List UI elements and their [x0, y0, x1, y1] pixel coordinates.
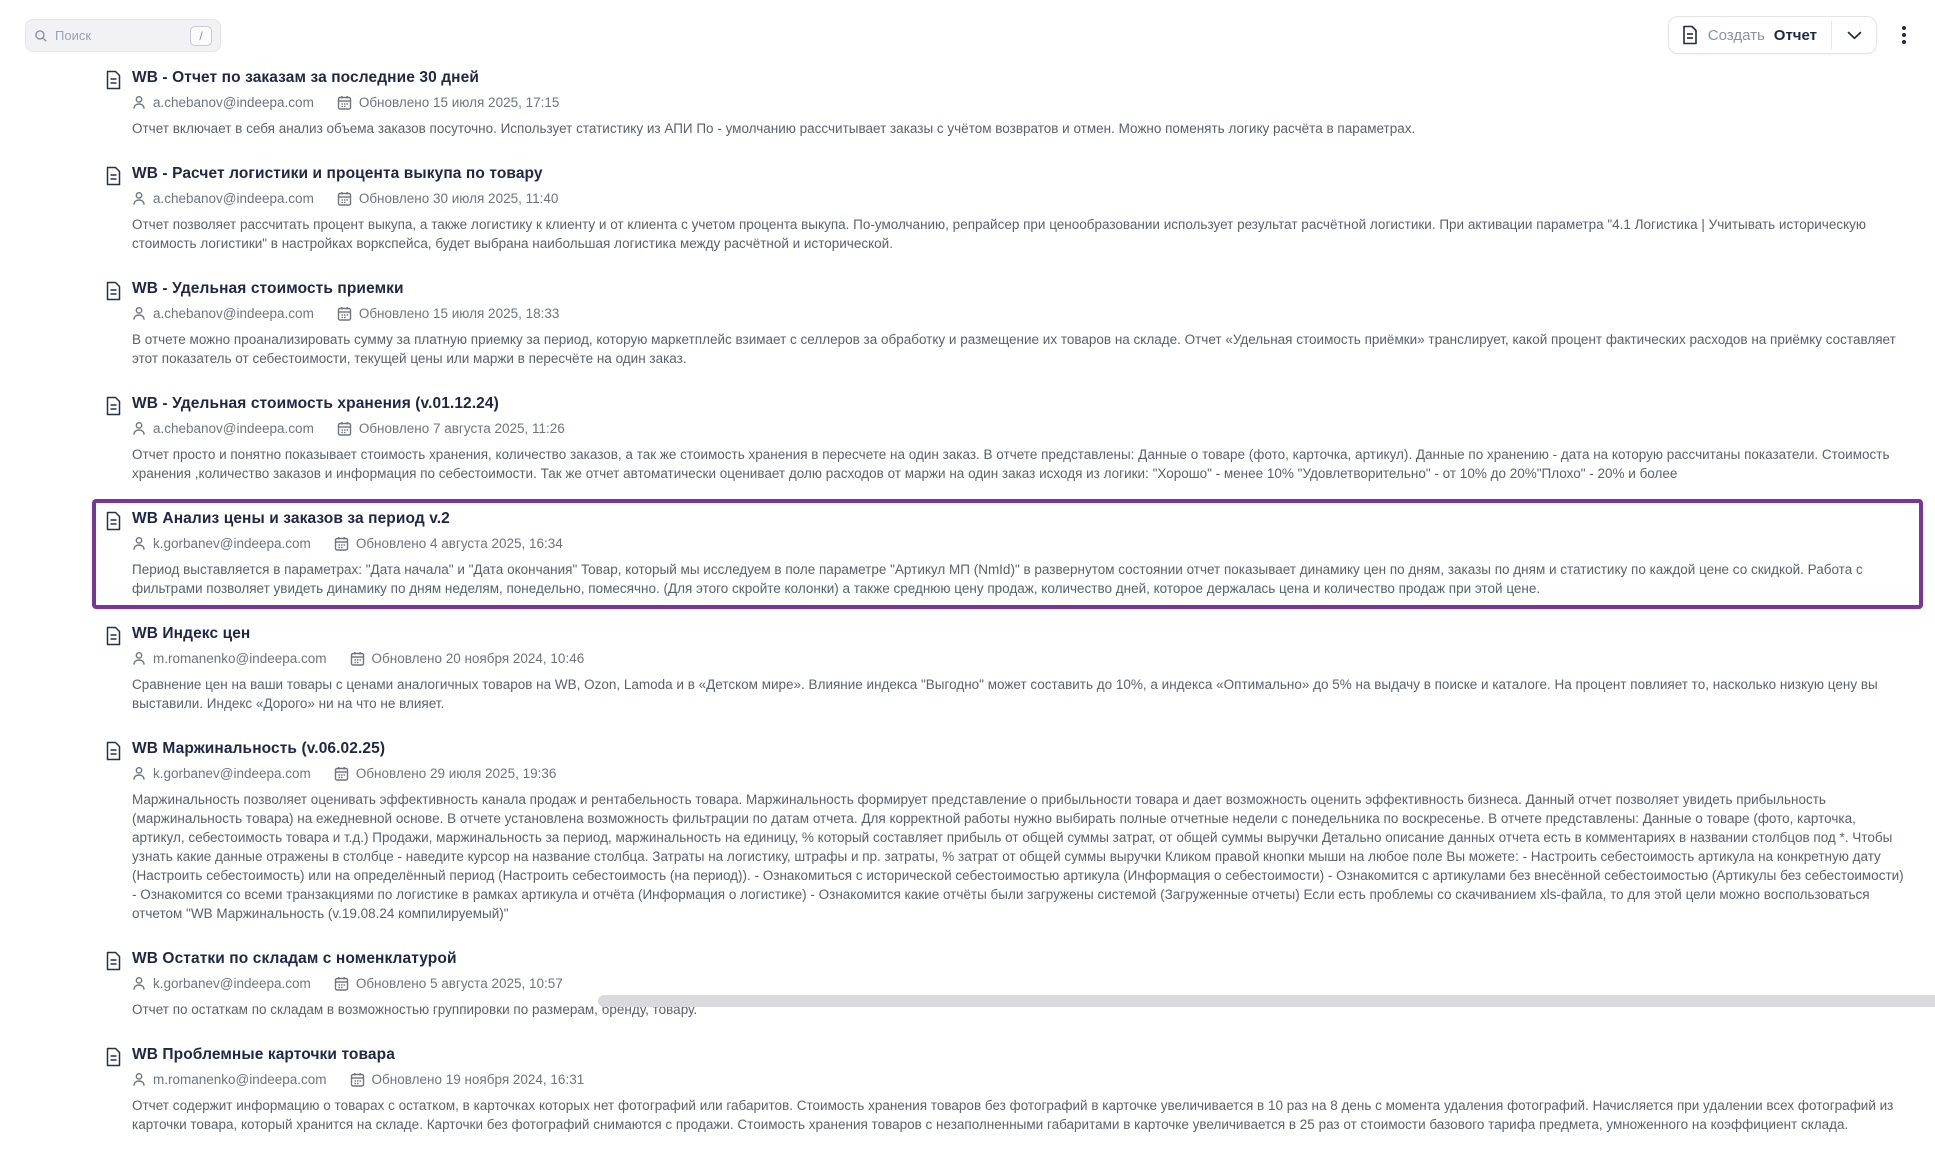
report-title: WB - Удельная стоимость хранения (v.01.12.24): [132, 395, 1910, 413]
chevron-down-icon: [1847, 31, 1862, 40]
report-description: Маржинальность позволяет оценивать эффективность канала продаж и рентабельность товара. Маржинальность формирует представление о прибыльности товара и дает возможность оценить эффективность бизнеса. Данный отчет позволяет увидеть прибыльность (маржинальность товара) на ежедневной основе. В отчете установлена возможность фильтрации по датам отчета. Для корректной работы нужно выбирать полные отчетные недели с понедельника по воскресенье. В отчете представлены: Данные о товаре (фото, карточка, артикул, себестоимость товара и т.д.) Продажи, маржинальность за период, маржинальность на единицу, % который составляет прибыль от общей суммы затрат, от общей суммы выручки Детально описание данных отчета есть в комментариях в названии столбцов под *. Чтобы узнать какие данные отражены в столбце - наведите курсор на название столбца. Затраты на логистику, штрафы и пр. затраты, % затрат от общей суммы выручки Кликом правой кнопки мыши на любое поле Вы можете: - Настроить себестоимость артикула на конкретную дату (Настроить себестоимость) или на определённый период (Настроить себестоимость (на период)). - Ознакомиться с исторической себестоимостью артикула (Информация о себестоимости) - Ознакомится с артикулами без внесённой себестоимостью (Артикулы без себестоимости) - Ознакомится со всеми транзакциями по логистике в рамках артикула и отчёта (Информация о логистике) - Ознакомится какие отчёты были загружены системой (Загруженные отчеты) Если есть проблемы со скачиванием xls-файла, то для этой цели можно воспользоваться отчетом "WB Маржинальность (v.19.08.24 компилируемый)": [132, 790, 1910, 923]
report-title: WB - Расчет логистики и процента выкупа по товару: [132, 165, 1910, 183]
report-meta: [132, 191, 1910, 206]
topbar: [0, 0, 1935, 64]
report-content: [132, 510, 1910, 598]
report-document-icon: [105, 166, 122, 186]
report-document-icon: [105, 951, 122, 971]
kebab-dot: [1902, 26, 1906, 30]
report-description: В отчете можно проанализировать сумму за платную приемку за период, которую маркетплейс взимает с селлеров за обработку и размещение их товаров на складе. Отчет «Удельная стоимость приёмки» транслирует, какой процент фактических расходов на приёмку составляет этот показатель от себестоимости, текущей цены или маржи в пересчёте на один заказ.: [132, 330, 1910, 368]
report-content: [132, 950, 1910, 1019]
report-item[interactable]: [92, 614, 1923, 724]
report-meta: [132, 976, 1910, 991]
report-author: k.gorbanev@indeepa.com: [153, 976, 311, 991]
report-item[interactable]: [92, 58, 1923, 149]
calendar-icon: [337, 95, 352, 110]
report-author: k.gorbanev@indeepa.com: [153, 536, 311, 551]
create-button-label-prefix: Создать: [1708, 27, 1765, 44]
report-item[interactable]: [92, 384, 1923, 494]
report-document-icon: [105, 1047, 122, 1067]
search-input[interactable]: [55, 28, 183, 43]
person-icon: [132, 651, 146, 666]
calendar-icon: [334, 766, 349, 781]
report-content: [132, 625, 1910, 713]
report-title: WB Маржинальность (v.06.02.25): [132, 740, 1910, 758]
report-meta: [132, 421, 1910, 436]
create-button-label-bold: Отчет: [1774, 27, 1817, 44]
report-item[interactable]: [92, 939, 1923, 1030]
report-description: Период выставляется в параметрах: "Дата начала" и "Дата окончания" Товар, который мы исследуем в поле параметре "Артикул МП (NmId)" в развернутом состоянии отчет показывает динамику цен по дням, заказы по дням и статистику по каждой цене со скидкой. Работа с фильтрами позволяет увидеть динамику по дням неделям, понедельно, помесячно. (Для этого скройте колонки) а также среднюю цену продаж, количество дней, которое держалась цена и количество продаж при этой цене.: [132, 560, 1910, 598]
report-content: [132, 395, 1910, 483]
report-description: Отчет позволяет рассчитать процент выкупа, а также логистику к клиенту и от клиента с учетом процента выкупа. По-умолчанию, репрайсер при ценообразовании использует результат расчётной логистики. При активации параметра "4.1 Логистика | Учитывать историческую стоимость логистики" в настройках воркспейса, будет выбрана наибольшая логистика между расчётной и исторической.: [132, 215, 1910, 253]
report-author: a.chebanov@indeepa.com: [153, 95, 314, 110]
report-description: Отчет просто и понятно показывает стоимость хранения, количество заказов, а так же стоимость хранения в пересчете на один заказ. В отчете представлены: Данные о товаре (фото, карточка, артикул). Данные по хранению - дата на которую рассчитаны показатели. Стоимость хранения ,количество заказов и информация по себестоимости. Так же отчет автоматически оценивает долю расходов от маржи на один заказ исходя из логики: "Хорошо" - менее 10% "Удовлетворительно" - от 10% до 20%"Плохо" - 20% и более: [132, 445, 1910, 483]
report-updated: Обновлено 5 августа 2025, 10:57: [356, 976, 563, 991]
report-document-icon: [105, 511, 122, 531]
horizontal-scrollbar[interactable]: [598, 995, 1935, 1007]
person-icon: [132, 976, 146, 991]
document-icon: [1681, 25, 1699, 45]
report-item[interactable]: [92, 499, 1923, 609]
calendar-icon: [337, 191, 352, 206]
report-description: Отчет по остаткам по складам в возможностью группировки по размерам, бренду, товару.: [132, 1000, 1910, 1019]
report-item[interactable]: [92, 154, 1923, 264]
create-report-button[interactable]: [1668, 16, 1877, 54]
search-icon: [34, 29, 48, 43]
create-report-main[interactable]: [1669, 17, 1831, 53]
person-icon: [132, 766, 146, 781]
report-document-icon: [105, 70, 122, 90]
report-author: a.chebanov@indeepa.com: [153, 421, 314, 436]
calendar-icon: [334, 536, 349, 551]
report-content: [132, 1046, 1910, 1134]
report-description: Отчет содержит информацию о товарах с остатком, в карточках которых нет фотографий или габаритов. Стоимость хранения товаров без фотографий в карточке увеличивается в 10 раз на 8 день с момента удаления фотографий. Начисляется при удалении всех фотографий из карточки товара, который хранится на складе. Карточки без фотографий снимаются с продажи. Стоимость хранения товаров с незаполненными габаритами в карточке увеличивается в 25 раз от стоимости базового тарифа предмета, умноженного на коэффициент склада.: [132, 1096, 1910, 1134]
report-document-icon: [105, 281, 122, 301]
report-title: WB - Отчет по заказам за последние 30 дней: [132, 69, 1910, 87]
report-title: WB Индекс цен: [132, 625, 1910, 643]
report-updated: Обновлено 7 августа 2025, 11:26: [359, 421, 565, 436]
report-content: [132, 740, 1910, 923]
report-title: WB Проблемные карточки товара: [132, 1046, 1910, 1064]
report-meta: [132, 651, 1910, 666]
report-title: WB - Удельная стоимость приемки: [132, 280, 1910, 298]
report-item[interactable]: [92, 729, 1923, 934]
report-meta: [132, 1072, 1910, 1087]
more-options-button[interactable]: [1891, 22, 1917, 48]
report-description: Отчет включает в себя анализ объема заказов посуточно. Использует статистику из АПИ По - умолчанию рассчитывает заказы с учётом возвратов и отмен. Можно поменять логику расчёта в параметрах.: [132, 119, 1910, 138]
report-item[interactable]: [92, 269, 1923, 379]
report-meta: [132, 306, 1910, 321]
create-report-dropdown[interactable]: [1832, 17, 1876, 53]
report-updated: Обновлено 4 августа 2025, 16:34: [356, 536, 563, 551]
report-author: a.chebanov@indeepa.com: [153, 191, 314, 206]
search-box[interactable]: [25, 19, 221, 52]
person-icon: [132, 191, 146, 206]
report-content: [132, 69, 1910, 138]
report-item[interactable]: [92, 1035, 1923, 1145]
report-document-icon: [105, 396, 122, 416]
person-icon: [132, 536, 146, 551]
calendar-icon: [350, 651, 365, 666]
report-content: [132, 280, 1910, 368]
report-list: [92, 58, 1923, 1150]
report-author: m.romanenko@indeepa.com: [153, 651, 327, 666]
report-meta: [132, 536, 1910, 551]
report-author: a.chebanov@indeepa.com: [153, 306, 314, 321]
person-icon: [132, 421, 146, 436]
calendar-icon: [350, 1072, 365, 1087]
kebab-dot: [1902, 40, 1906, 44]
report-meta: [132, 766, 1910, 781]
calendar-icon: [337, 421, 352, 436]
person-icon: [132, 95, 146, 110]
person-icon: [132, 1072, 146, 1087]
kebab-dot: [1902, 33, 1906, 37]
report-title: WB Остатки по складам с номенклатурой: [132, 950, 1910, 968]
report-content: [132, 165, 1910, 253]
report-updated: Обновлено 19 ноября 2024, 16:31: [372, 1072, 585, 1087]
report-meta: [132, 95, 1910, 110]
report-author: k.gorbanev@indeepa.com: [153, 766, 311, 781]
calendar-icon: [337, 306, 352, 321]
report-updated: Обновлено 15 июля 2025, 17:15: [359, 95, 560, 110]
search-shortcut-key: /: [190, 26, 212, 46]
report-updated: Обновлено 30 июля 2025, 11:40: [359, 191, 559, 206]
report-title: WB Анализ цены и заказов за период v.2: [132, 510, 1910, 528]
report-document-icon: [105, 626, 122, 646]
report-updated: Обновлено 15 июля 2025, 18:33: [359, 306, 560, 321]
report-description: Сравнение цен на ваши товары с ценами аналогичных товаров на WB, Ozon, Lamoda и в «Детском мире». Влияние индекса "Выгодно" может составить до 10%, а индекса «Оптимально» до 5% на выдачу в поиске и каталоге. На процент повлияет то, насколько низкую цену вы выставили. Индекс «Дорого» ни на что не влияет.: [132, 675, 1910, 713]
report-updated: Обновлено 20 ноября 2024, 10:46: [372, 651, 585, 666]
report-updated: Обновлено 29 июля 2025, 19:36: [356, 766, 557, 781]
report-document-icon: [105, 741, 122, 761]
person-icon: [132, 306, 146, 321]
calendar-icon: [334, 976, 349, 991]
report-author: m.romanenko@indeepa.com: [153, 1072, 327, 1087]
